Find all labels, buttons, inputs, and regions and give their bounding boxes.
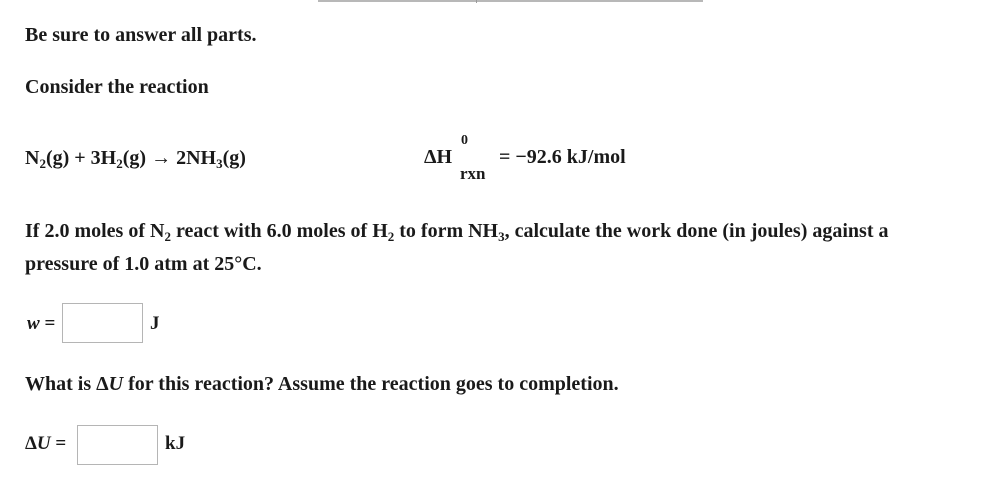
delta-u-unit: kJ <box>165 433 186 454</box>
reaction-equation <box>25 147 246 170</box>
question1-line1 <box>25 220 889 243</box>
reactant-n-symbol: N <box>25 147 40 169</box>
standard-state-superscript: 0 <box>461 133 468 148</box>
reactant-h-state: (g) <box>122 147 147 169</box>
delta-u-label <box>25 433 66 455</box>
reactant-n-state: (g) <box>45 147 70 169</box>
q1-text-c: to form NH <box>394 220 499 242</box>
product-subscript: 3 <box>216 156 223 171</box>
q1-text-b: react with 6.0 moles of H <box>170 220 388 242</box>
delta-u-input[interactable] <box>77 425 158 465</box>
product-symbol: → 2NH <box>146 147 217 169</box>
reactant-h-symbol: + 3H <box>69 147 117 169</box>
delta-u-u: U <box>36 433 51 454</box>
question1-line2: pressure of 1.0 atm at 25°C. <box>25 253 262 275</box>
rxn-subscript: rxn <box>460 164 486 183</box>
top-toolbar-edge <box>318 0 703 2</box>
q1-sub-c: 3 <box>498 229 505 244</box>
instruction-text: Be sure to answer all parts. <box>25 24 257 46</box>
enthalpy-symbol: ΔH <box>424 146 453 168</box>
q2-text-u: U <box>108 373 124 395</box>
question2-text <box>25 373 619 396</box>
product-state: (g) <box>222 147 246 169</box>
enthalpy-value: = −92.6 kJ/mol <box>499 146 626 168</box>
toolbar-divider <box>476 0 477 3</box>
reactant-h-subscript: 2 <box>116 156 123 171</box>
enthalpy-expression <box>424 133 626 183</box>
q1-text-a: If 2.0 moles of N <box>25 220 165 242</box>
intro-text: Consider the reaction <box>25 76 209 98</box>
delta-u-eq: = <box>50 433 67 454</box>
work-input[interactable] <box>62 303 143 343</box>
work-unit: J <box>150 313 160 334</box>
q1-sub-b: 2 <box>387 229 395 244</box>
reactant-n-subscript: 2 <box>39 156 46 171</box>
work-label: w = <box>27 313 56 334</box>
q2-text-a: What is Δ <box>25 373 109 395</box>
q2-text-b: for this reaction? Assume the reaction goes to completion. <box>123 373 619 395</box>
delta-u-delta: Δ <box>25 433 37 454</box>
q1-sub-a: 2 <box>164 229 171 244</box>
q1-text-d: , calculate the work done (in joules) against a <box>504 220 889 242</box>
